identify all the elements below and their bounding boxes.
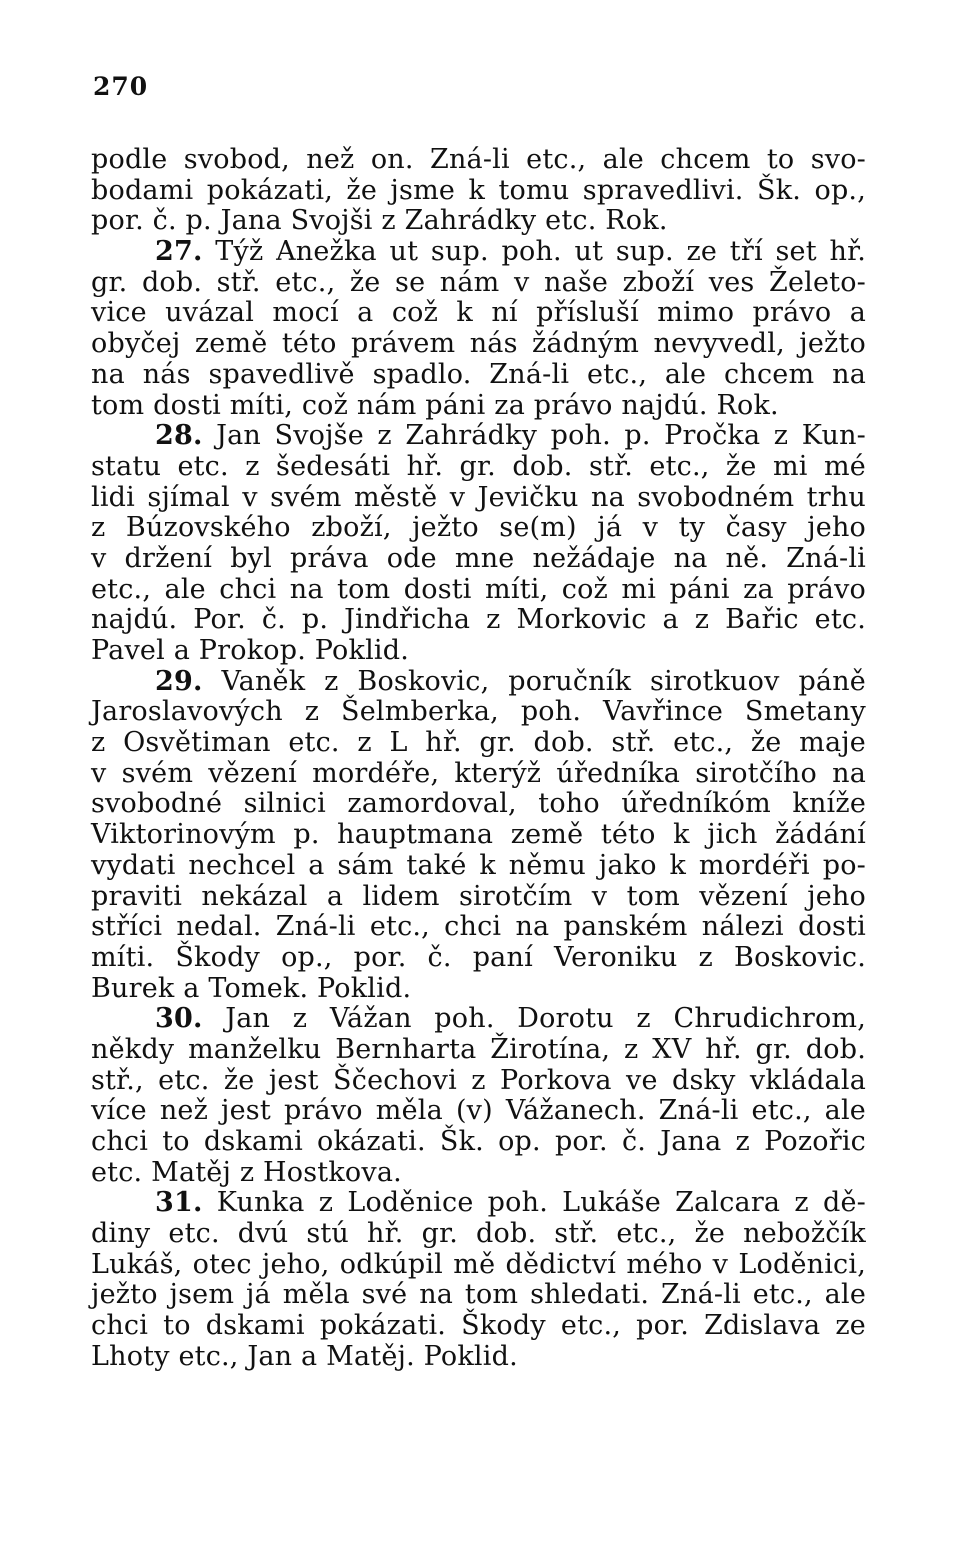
- line-text: v držení byl práva ode mne nežádaje na ně. Zná-li: [91, 542, 866, 574]
- line-text: více než jest právo měla (v) Vážanech. Zná-li etc., ale: [91, 1095, 866, 1127]
- text-line: [91, 452, 866, 483]
- line-text: z Búzovského zboží, ježto se(m) já v ty časy jeho: [91, 512, 866, 544]
- text-line: [91, 789, 866, 820]
- line-text: stř., etc. že jest Ščechovi z Porkova ve dsky vkládala: [91, 1064, 866, 1096]
- text-line: [91, 759, 866, 790]
- line-text: v svém vězení mordéře, kterýž úředníka sirotčího na: [91, 757, 866, 789]
- line-text: por. č. p. Jana Svojši z Zahrádky etc. Rok.: [91, 205, 668, 237]
- text-line: [91, 513, 866, 544]
- text-line: [91, 145, 866, 176]
- line-text: Kunka z Loděnice poh. Lukáše Zalcara z dě-: [216, 1187, 866, 1219]
- text-line: [91, 1311, 866, 1342]
- line-text: z Osvětiman etc. z L hř. gr. dob. stř. etc., že maje: [91, 727, 866, 759]
- line-text: Jaroslavových z Šelmberka, poh. Vavřince Smetany: [91, 696, 866, 728]
- text-line: [91, 882, 866, 913]
- text-line: [91, 544, 866, 575]
- line-text: tom dosti míti, což nám páni za právo najdú. Rok.: [91, 389, 779, 421]
- text-line: [91, 1342, 866, 1373]
- text-line: [91, 943, 866, 974]
- entry-number: 31.: [155, 1187, 203, 1219]
- text-line: [91, 851, 866, 882]
- line-text: stříci nedal. Zná-li etc., chci na panském nálezi dosti: [91, 911, 866, 943]
- entry-number: 30.: [155, 1003, 203, 1035]
- text-line: [91, 391, 866, 422]
- text-line: [91, 636, 866, 667]
- body-text: [91, 145, 866, 1373]
- line-text: Pavel a Prokop. Poklid.: [91, 635, 410, 666]
- text-line: [91, 1158, 866, 1189]
- text-line: [91, 360, 866, 391]
- text-line: [91, 1250, 866, 1281]
- text-line: [91, 1096, 866, 1127]
- line-text: lidi sjímal v svém městě v Jevičku na svobodném trhu: [91, 481, 866, 513]
- entry-first-line: [91, 421, 866, 452]
- line-text: gr. dob. stř. etc., že se nám v naše zboží ves Želeto-: [91, 266, 866, 298]
- line-text: bodami pokázati, že jsme k tomu spravedlivi. Šk. op.,: [91, 174, 866, 206]
- line-text: etc. Matěj z Hostkova.: [91, 1156, 402, 1188]
- line-text: míti. Škody op., por. č. paní Veroniku z Boskovic.: [91, 941, 866, 973]
- text-line: [91, 820, 866, 851]
- text-line: [91, 1219, 866, 1250]
- line-text: někdy manželku Bernharta Žirotína, z XV hř. gr. dob.: [91, 1033, 866, 1065]
- line-text: Burek a Tomek. Poklid.: [91, 972, 412, 1004]
- line-text: chci to dskami okázati. Šk. op. por. č. Jana z Pozořic: [91, 1126, 866, 1157]
- text-line: [91, 206, 866, 237]
- line-text: na nás spavedlivě spadlo. Zná-li etc., ale chcem na: [91, 358, 866, 390]
- text-line: [91, 483, 866, 514]
- text-line: [91, 1035, 866, 1066]
- text-line: [91, 575, 866, 606]
- text-line: [91, 728, 866, 759]
- line-text: Jan z Vážan poh. Dorotu z Chrudichrom,: [225, 1003, 866, 1035]
- text-line: [91, 298, 866, 329]
- line-text: statu etc. z šedesáti hř. gr. dob. stř. etc., že mi mé: [91, 450, 866, 482]
- line-text: Vaněk z Boskovic, poručník sirotkuov páně: [221, 665, 866, 697]
- line-text: vice uvázal mocí a což k ní přísluší mimo právo a: [91, 297, 866, 329]
- text-line: [91, 605, 866, 636]
- line-text: najdú. Por. č. p. Jindřicha z Morkovic a z Bařic etc.: [91, 604, 866, 636]
- entry-number: 27.: [155, 236, 203, 268]
- line-text: Lukáš, otec jeho, odkúpil mě dědictví mého v Loděnici,: [91, 1248, 866, 1280]
- entry-first-line: [91, 1188, 866, 1219]
- line-text: etc., ale chci na tom dosti míti, což mi páni za právo: [91, 573, 866, 605]
- text-line: [91, 1280, 866, 1311]
- text-line: [91, 268, 866, 299]
- line-text: diny etc. dvú stú hř. gr. dob. stř. etc., že nebožčík: [91, 1218, 866, 1250]
- line-text: svobodné silnici zamordoval, toho úředníkóm kníže: [91, 788, 866, 820]
- entry-first-line: [91, 1004, 866, 1035]
- line-text: praviti nekázal a lidem sirotčím v tom vězení jeho: [91, 880, 866, 912]
- entry-number: 28.: [155, 420, 203, 452]
- text-line: [91, 1127, 866, 1158]
- entry-first-line: [91, 667, 866, 698]
- line-text: obyčej země této právem nás žádným nevyvedl, ježto: [91, 328, 866, 360]
- line-text: vydati nechcel a sám také k němu jako k mordéři po-: [91, 849, 866, 881]
- entry-number: 29.: [155, 665, 203, 697]
- line-text: Viktorinovým p. hauptmana země této k jich žádání: [91, 819, 866, 851]
- line-text: Týž Anežka ut sup. poh. ut sup. ze tří set hř.: [215, 236, 866, 268]
- entry-first-line: [91, 237, 866, 268]
- line-text: podle svobod, než on. Zná-li etc., ale chcem to svo-: [91, 144, 866, 175]
- text-line: [91, 176, 866, 207]
- line-text: chci to dskami pokázati. Škody etc., por. Zdislava ze: [91, 1310, 866, 1342]
- text-line: [91, 912, 866, 943]
- text-line: [91, 974, 866, 1005]
- line-text: Lhoty etc., Jan a Matěj. Poklid.: [91, 1340, 518, 1372]
- page-number: 270: [93, 72, 149, 101]
- text-line: [91, 697, 866, 728]
- text-line: [91, 1066, 866, 1097]
- line-text: ježto jsem já měla své na tom shledati. Zná-li etc., ale: [91, 1279, 866, 1311]
- line-text: Jan Svojše z Zahrádky poh. p. Pročka z Kun-: [216, 420, 866, 452]
- text-line: [91, 329, 866, 360]
